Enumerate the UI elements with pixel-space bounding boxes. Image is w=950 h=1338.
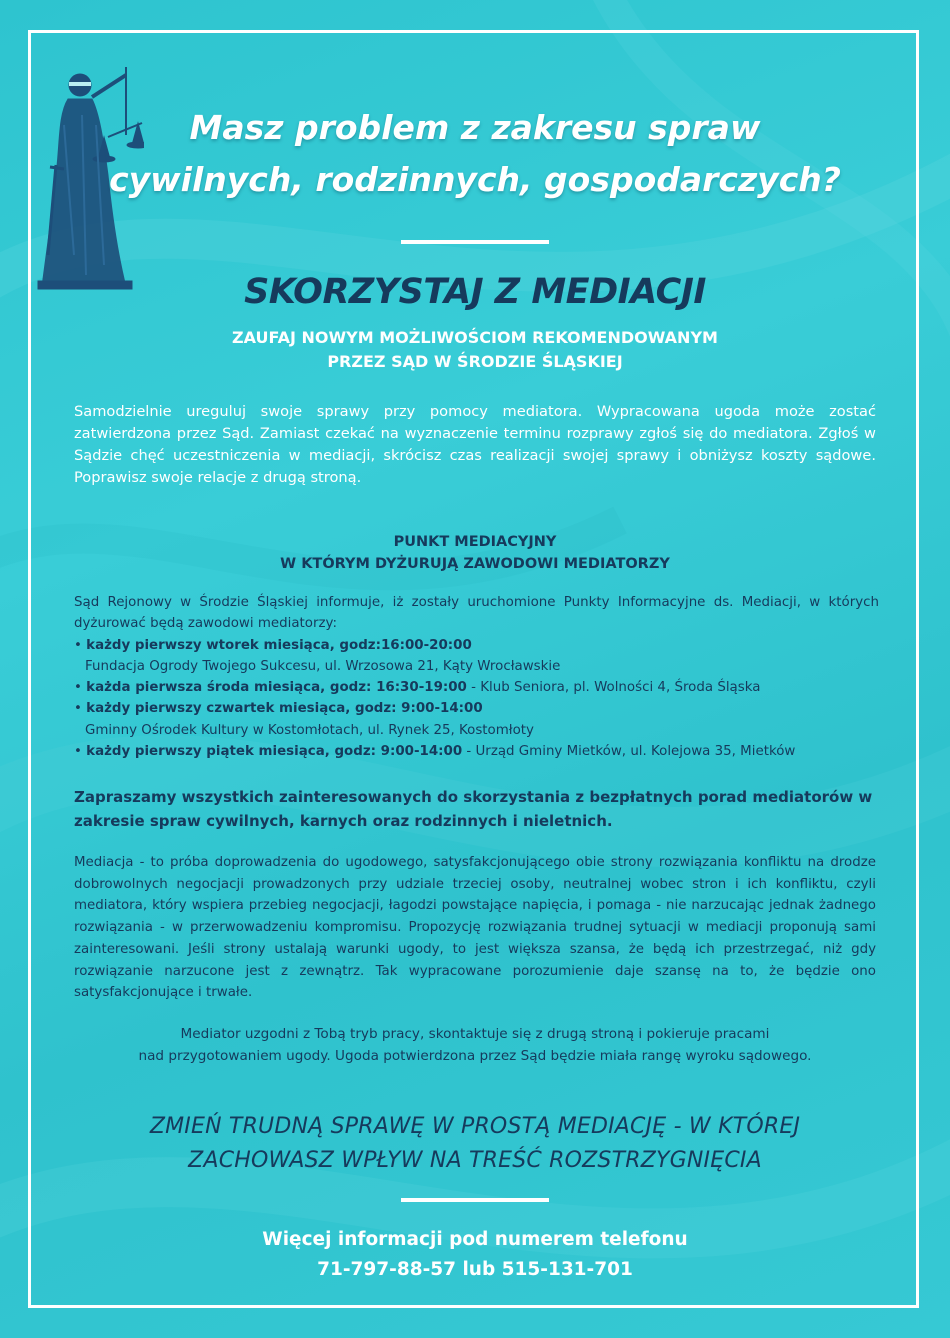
- bullet: •: [74, 744, 82, 760]
- schedule-location: Gminny Ośrodek Kultury w Kostomłotach, ul. Rynek 25, Kostomłoty: [85, 722, 534, 738]
- headline-line-1: Masz problem z zakresu spraw: [189, 108, 761, 147]
- subtitle-line-1: ZAUFAJ NOWYM MOŻLIWOŚCIOM REKOMENDOWANYM: [232, 328, 718, 347]
- bullet: •: [74, 680, 82, 696]
- section-title-line-2: W KTÓRYM DYŻURUJĄ ZAWODOWI MEDIATORZY: [280, 556, 670, 572]
- contact-label: Więcej informacji pod numerem telefonu: [262, 1229, 688, 1250]
- slogan-line-2: ZACHOWASZ WPŁYW NA TREŚĆ ROZSTRZYGNIĘCIA: [188, 1148, 762, 1173]
- slogan: [80, 1110, 870, 1178]
- section-title: [80, 531, 870, 575]
- section-title-line-1: PUNKT MEDIACYJNY: [393, 534, 557, 550]
- schedule-location: - Klub Seniora, pl. Wolności 4, Środa Śląska: [471, 680, 761, 696]
- schedule-time: każdy pierwszy piątek miesiąca, godz: 9:00-14:00: [86, 744, 463, 760]
- slogan-line-1: ZMIEŃ TRUDNĄ SPRAWĘ W PROSTĄ MEDIACJĘ - W KTÓREJ: [149, 1114, 801, 1139]
- page-title: SKORZYSTAJ Z MEDIACJI: [244, 272, 706, 312]
- divider-top: [401, 240, 549, 244]
- schedule-time: każda pierwsza środa miesiąca, godz: 16:30-19:00: [86, 680, 467, 696]
- headline-line-2: cywilnych, rodzinnych, gospodarczych?: [109, 160, 841, 199]
- mediation-points: [74, 592, 879, 762]
- subtitle-line-2: PRZEZ SĄD W ŚRODZIE ŚLĄSKIEJ: [327, 352, 623, 371]
- points-intro: Sąd Rejonowy w Środzie Śląskiej informuje, iż zostały uruchomione Punkty Informacyjne ds. Mediacji, w których dyżurować będą zawodowi mediatorzy:: [74, 595, 879, 632]
- list-item: [74, 677, 879, 698]
- list-item: [74, 698, 879, 719]
- list-item: [74, 741, 879, 762]
- mediator-line-2: nad przygotowaniem ugody. Ugoda potwierdzona przez Sąd będzie miała rangę wyroku sądowego.: [138, 1048, 812, 1064]
- subtitle: [80, 326, 870, 374]
- divider-bottom: [401, 1198, 549, 1202]
- schedule-location: Fundacja Ogrody Twojego Sukcesu, ul. Wrzosowa 21, Kąty Wrocławskie: [85, 658, 561, 674]
- invite-paragraph: Zapraszamy wszystkich zainteresowanych do skorzystania z bezpłatnych porad mediatorów w zakresie spraw cywilnych, karnych oraz rodzinnych i nieletnich.: [74, 788, 873, 830]
- intro-paragraph: Samodzielnie ureguluj swoje sprawy przy pomocy mediatora. Wypracowana ugoda może zostać zatwierdzona przez Sąd. Zamiast czekać na wyznaczenie terminu rozprawy zgłoś się do mediatora. Zgłoś w Sądzie chęć uczestniczenia w mediacji, skrócisz czas realizacji swojej sprawy i obniżysz koszty sądowe. Poprawisz swoje relacje z drugą stroną.: [74, 403, 876, 486]
- schedule-time: każdy pierwszy wtorek miesiąca, godz:16:00-20:00: [86, 637, 472, 653]
- schedule-location: - Urząd Gminy Mietków, ul. Kolejowa 35, Mietków: [466, 744, 796, 760]
- contact-info: [80, 1225, 870, 1285]
- mediator-paragraph: [80, 1023, 870, 1067]
- mediation-description: Mediacja - to próba doprowadzenia do ugodowego, satysfakcjonującego obie strony rozwiązania konfliktu na drodze dobrowolnych negocjacji prowadzonych przy udziale trzeciej osoby, neutralnej wobec stron i ich konfliktu, czyli mediatora, który wspiera przebieg negocjacji, łagodzi powstające napięcia, i pomaga - nie narzucając jednak żadnego rozwiązania - w przerwowadzeniu kompromisu. Propozycję rozwiązania trudnej sytuacji w mediacji proponują sami zainteresowani. Jeśli strony ustalają warunki ugody, to jest większa szansa, że będą ich przestrzegać, niż gdy rozwiązanie narzucone jest z zewnątrz. Tak wypracowane porozumienie daje szansę na to, że będzie ono satysfakcjonujące i trwałe.: [74, 855, 876, 1001]
- mediator-line-1: Mediator uzgodni z Tobą tryb pracy, skontaktuje się z drugą stroną i pokieruje pracami: [180, 1026, 770, 1042]
- bullet: •: [74, 701, 82, 717]
- schedule-time: każdy pierwszy czwartek miesiąca, godz: 9:00-14:00: [86, 701, 483, 717]
- phone-numbers[interactable]: 71-797-88-57 lub 515-131-701: [317, 1259, 633, 1280]
- list-item: [74, 635, 879, 656]
- headline: [80, 102, 870, 206]
- bullet: •: [74, 637, 82, 653]
